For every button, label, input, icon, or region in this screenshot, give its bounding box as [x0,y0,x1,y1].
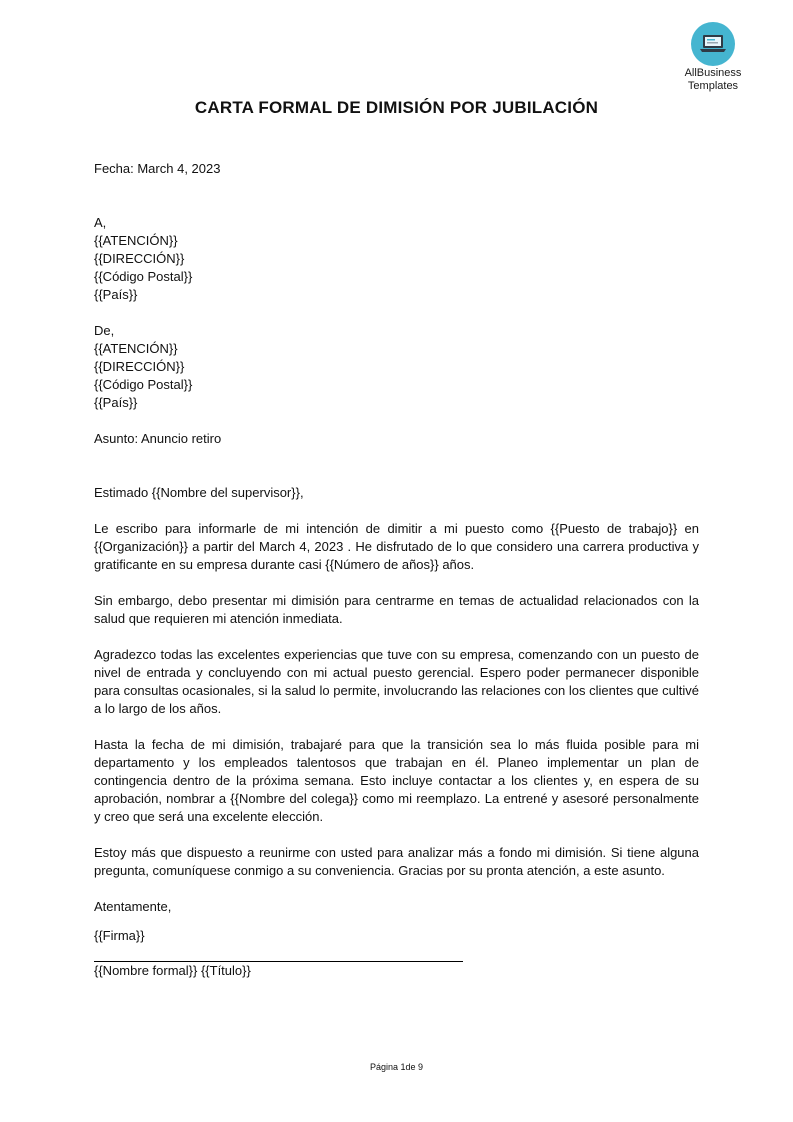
laptop-icon [691,22,735,66]
subject-line: Asunto: Anuncio retiro [94,431,222,446]
salutation: Estimado {{Nombre del supervisor}}, [94,485,304,500]
sender-postal: {{Código Postal}} [94,377,193,392]
recipient-postal: {{Código Postal}} [94,269,193,284]
sender-block [94,322,699,412]
paragraph-1: Le escribo para informarle de mi intención de dimitir a mi puesto como {{Puesto de trabajo}} en {{Organización}} a partir del March 4, 2023 . He disfrutado de lo que considero una carrera productiva y gratificante en su empresa durante casi {{Número de años}} años. [94,521,699,572]
sender-attention: {{ATENCIÓN}} [94,341,178,356]
page-number: Página 1de 9 [369,1062,424,1072]
sender-country: {{País}} [94,395,138,410]
recipient-header: A, [94,215,107,230]
logo-text-line1: AllBusiness [684,67,742,79]
document-title: CARTA FORMAL DE DIMISIÓN POR JUBILACIÓN [194,98,599,117]
recipient-attention: {{ATENCIÓN}} [94,233,178,248]
paragraph-2: Sin embargo, debo presentar mi dimisión para centrarme en temas de actualidad relacionados con la salud que requieren mi atención inmediata. [94,593,699,626]
recipient-address: {{DIRECCIÓN}} [94,251,185,266]
signature-placeholder: {{Firma}} [94,928,145,943]
closing: Atentamente, [94,899,172,914]
recipient-block [94,214,699,304]
sender-header: De, [94,323,115,338]
recipient-country: {{País}} [94,287,138,302]
paragraph-4: Hasta la fecha de mi dimisión, trabajaré para que la transición sea lo más fluida posible para mi departamento y los empleados talentosos que trabajan en él. Planeo implementar un plan de contingencia dentro de la próxima semana. Esto incluye contactar a los clientes y, en espera de su aprobación, nombrar a {{Nombre del colega}} como mi reemplazo. La entrené y asesoré personalmente y creo que será una excelente elección. [94,737,699,824]
date-line: Fecha: March 4, 2023 [94,161,221,176]
sender-address: {{DIRECCIÓN}} [94,359,185,374]
paragraph-5: Estoy más que dispuesto a reunirme con usted para analizar más a fondo mi dimisión. Si tiene alguna pregunta, comuníquese conmigo a su conveniencia. Gracias por su pronta atención, a este asunto. [94,845,699,878]
letter-body [94,160,699,980]
name-title: {{Nombre formal}} {{Título}} [94,963,251,978]
logo-text-line2: Templates [687,80,739,92]
paragraph-3: Agradezco todas las excelentes experiencias que tuve con su empresa, comenzando con un puesto de nivel de entrada y concluyendo con mi actual puesto gerencial. Espero poder permanecer disponible para consultas ocasionales, si la salud lo permite, involucrando las relaciones con los clientes que cultivé a lo largo de los años. [94,647,699,716]
logo [680,22,746,92]
